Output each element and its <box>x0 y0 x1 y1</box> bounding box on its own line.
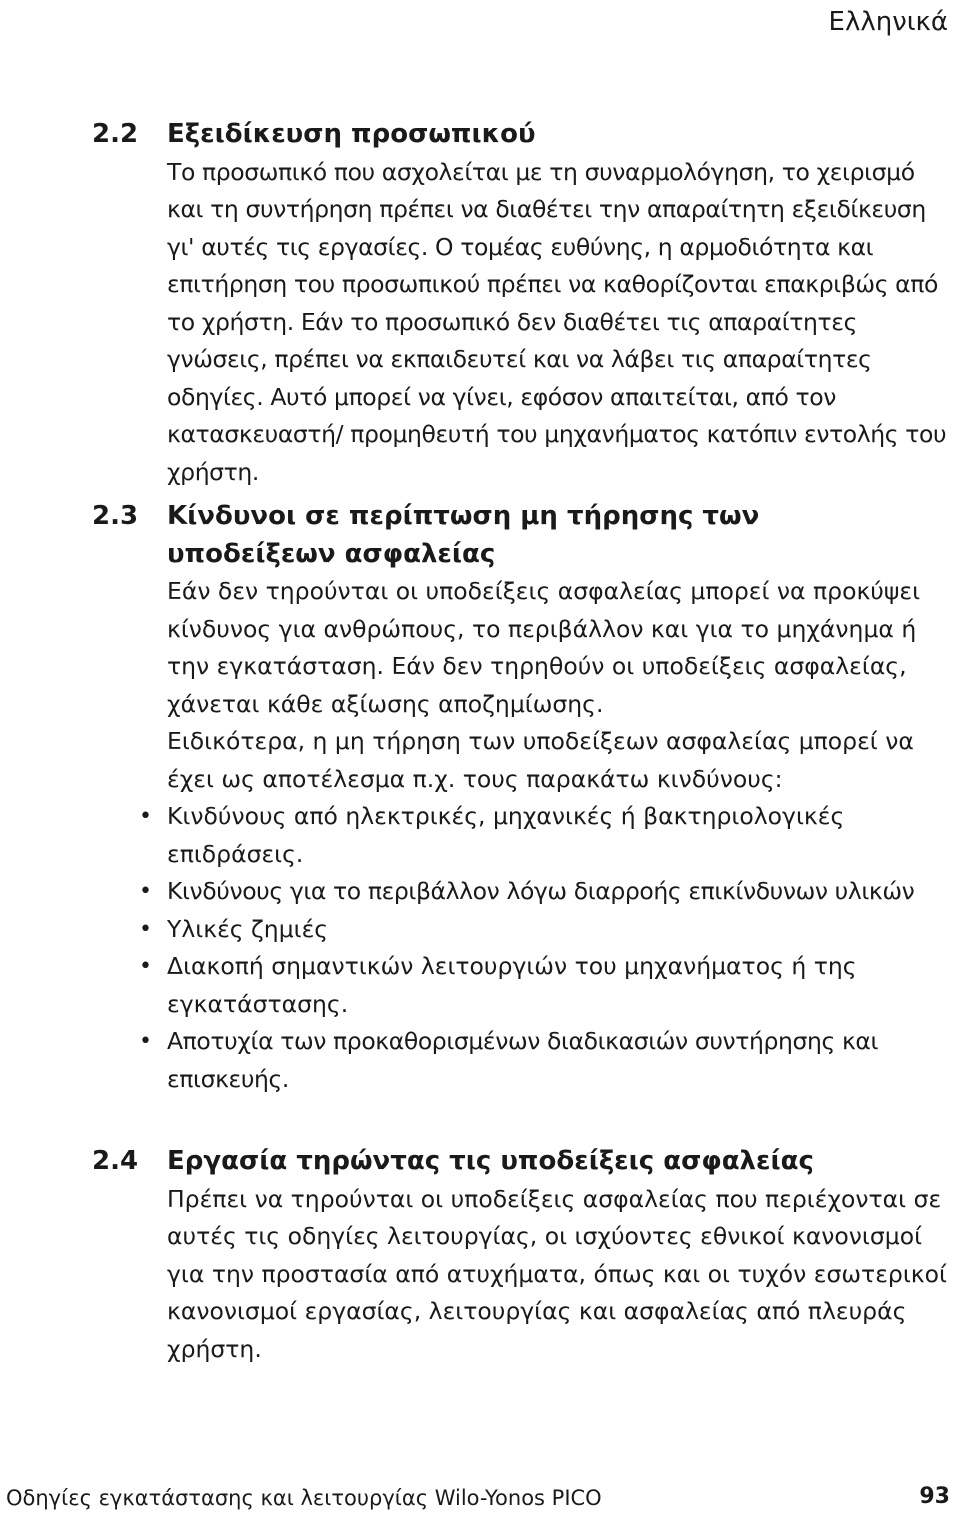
list-item-text: Κινδύνους από ηλεκτρικές, μηχανικές ή βακτηριολογικές επιδράσεις. <box>167 802 845 868</box>
section-body <box>139 573 952 1098</box>
section-heading <box>92 498 952 573</box>
list-item <box>139 1023 952 1098</box>
bullet-icon: • <box>139 804 152 829</box>
footer-document-title: Οδηγίες εγκατάστασης και λειτουργίας Wilo-Yonos PICO <box>6 1486 602 1510</box>
section-title: Εργασία τηρώντας τις υποδείξεις ασφαλείας <box>167 1146 814 1176</box>
section-number: 2.2 <box>92 119 139 149</box>
bullet-icon: • <box>139 879 152 904</box>
section-heading <box>92 116 952 154</box>
section-title: Εξειδίκευση προσωπικού <box>167 119 536 149</box>
paragraph: Ειδικότερα, η μη τήρηση των υποδείξεων ασφαλείας μπορεί να έχει ως αποτέλεσμα π.χ. τους παρακάτω κινδύνους: <box>167 727 914 793</box>
bullet-icon: • <box>139 916 152 942</box>
bullet-icon: • <box>139 954 152 979</box>
section-number: 2.3 <box>92 501 139 531</box>
section-heading <box>92 1143 952 1181</box>
list-item-text: Υλικές ζημιές <box>167 914 329 943</box>
list-item <box>139 911 952 949</box>
list-item <box>139 873 952 911</box>
paragraph: Το προσωπικό που ασχολείται με τη συναρμολόγηση, το χειρισμό και τη συντήρηση πρέπει να διαθέτει την απαραίτητη εξειδίκευση γι' αυτές τις εργασίες. Ο τομέας ευθύνης, η αρμοδιότητα και επιτήρηση του προσωπικού πρέπει να καθορίζονται επακριβώς από το χρήστη. Εάν το προσωπικό δεν διαθέτει τις απαραίτητες γνώσεις, πρέπει να εκπαιδευτεί και να λάβει τις απαραίτητες οδηγίες. Αυτό μπορεί να γίνει, εφόσον απαιτείται, από τον κατασκευαστή/ προμηθευτή του μηχανήματος κατόπιν εντολής του χρήστη. <box>167 157 947 486</box>
paragraph: Εάν δεν τηρούνται οι υποδείξεις ασφαλείας μπορεί να προκύψει κίνδυνος για ανθρώπους, το περιβάλλον και για το μηχάνημα ή την εγκατάσταση. Εάν δεν τηρηθούν οι υποδείξεις ασφαλείας, χάνεται κάθε αξίωσης αποζημίωσης. <box>167 577 921 718</box>
section-2-4 <box>92 1143 952 1368</box>
list-item <box>139 948 952 1023</box>
page-number: 93 <box>919 1484 950 1509</box>
section-2-2 <box>92 116 952 491</box>
section-number: 2.4 <box>92 1146 139 1176</box>
section-body <box>167 1181 952 1369</box>
bullet-icon: • <box>139 1029 152 1054</box>
list-item-text: Αποτυχία των προκαθορισμένων διαδικασιών συντήρησης και επισκευής. <box>167 1027 879 1093</box>
section-title: Κίνδυνοι σε περίπτωση μη τήρησης των υποδείξεων ασφαλείας <box>167 501 760 569</box>
section-body <box>167 154 952 492</box>
list-item-text: Κινδύνους για το περιβάλλον λόγω διαρροής επικίνδυνων υλικών <box>167 877 915 905</box>
paragraph: Πρέπει να τηρούνται οι υποδείξεις ασφαλείας που περιέχονται σε αυτές τις οδηγίες λειτουργίας, οι ισχύοντες εθνικοί κανονισμοί για την προστασία από ατυχήματα, όπως και οι τυχόν εσωτερικοί κανονισμοί εργασίας, λειτουργίας και ασφαλείας από πλευράς χρήστη. <box>167 1184 947 1363</box>
hazard-list <box>139 798 952 1098</box>
section-2-3 <box>92 498 952 1098</box>
language-label: Ελληνικά <box>828 7 948 37</box>
list-item <box>139 798 952 873</box>
list-item-text: Διακοπή σημαντικών λειτουργιών του μηχανήματος ή της εγκατάστασης. <box>167 952 857 1018</box>
